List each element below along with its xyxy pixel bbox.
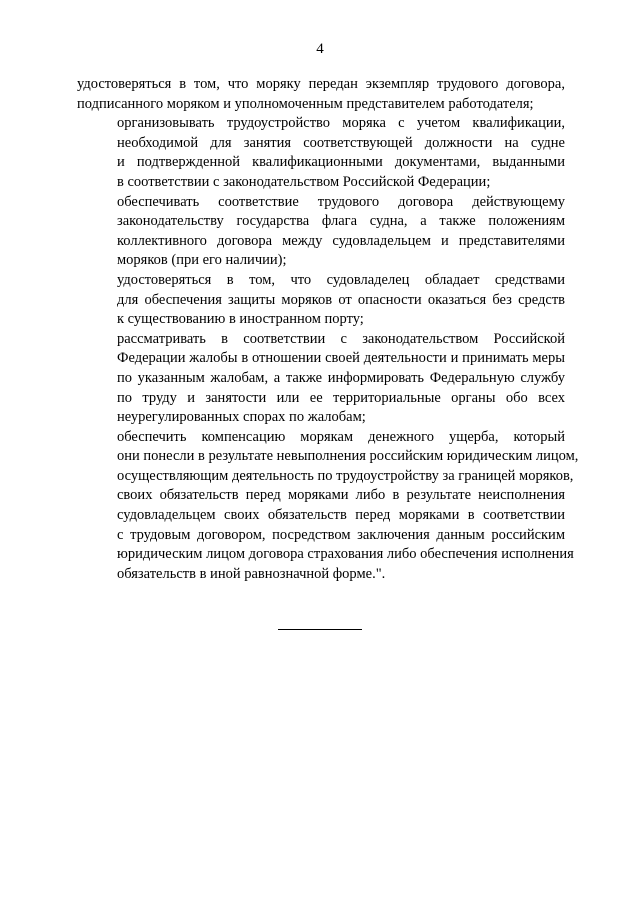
text-line: моряков (при его наличии); (117, 252, 287, 269)
text-line: судовладельцем своих обязательств перед моряками в соответствии (117, 507, 565, 524)
paragraph-shipowner-means (77, 271, 565, 330)
end-separator-line (278, 629, 362, 630)
text-line: для обеспечения защиты моряков от опасности оказаться без средств (117, 291, 565, 308)
text-line: необходимой для занятия соответствующей должности на судне (117, 134, 565, 151)
text-line: осуществляющим деятельность по трудоустройству за границей моряков, (117, 467, 574, 484)
text-line: коллективного договора между судовладельцем и представителями (117, 232, 565, 249)
page-number: 4 (316, 41, 324, 57)
text-line: своих обязательств перед моряками либо в результате неисполнения (117, 487, 565, 504)
paragraph-contract-compliance (77, 193, 565, 271)
text-line: юридическим лицом договора страхования либо обеспечения исполнения (117, 546, 574, 563)
text-line: к существованию в иностранном порту; (117, 311, 364, 328)
text-line: по труду и занятости или ее территориальные органы обо всех (117, 389, 565, 406)
text-line: удостоверяться в том, что моряку передан экземпляр трудового договора, (77, 76, 565, 92)
text-line: обязательств в иной равнозначной форме.". (117, 565, 386, 582)
paragraph-organize-employment (77, 114, 565, 192)
text-line: Федерации жалобы в отношении своей деятельности и принимать меры (117, 350, 565, 367)
text-line: обеспечивать соответствие трудового договора действующему (117, 193, 565, 210)
text-line: и подтвержденной квалификационными документами, выданными (117, 154, 565, 171)
document-body (77, 75, 579, 584)
paragraph-employment-contract-copy (77, 75, 565, 114)
text-line: в соответствии с законодательством Российской Федерации; (117, 173, 491, 190)
paragraph-complaints (77, 330, 565, 428)
paragraph-compensation (77, 428, 579, 585)
text-line: рассматривать в соответствии с законодательством Российской (117, 330, 565, 347)
text-line: неурегулированных спорах по жалобам; (117, 409, 366, 426)
text-line: удостоверяться в том, что судовладелец обладает средствами (117, 271, 565, 288)
text-line: они понесли в результате невыполнения российским юридическим лицом, (117, 448, 579, 465)
text-line: с трудовым договором, посредством заключения данным российским (117, 526, 565, 543)
text-line: законодательству государства флага судна, а также положениям (117, 213, 565, 230)
text-line: подписанного моряком и уполномоченным представителем работодателя; (77, 95, 534, 112)
text-line: по указанным жалобам, а также информировать Федеральную службу (117, 369, 565, 386)
text-line: организовывать трудоустройство моряка с учетом квалификации, (117, 115, 565, 132)
text-line: обеспечить компенсацию морякам денежного ущерба, который (117, 428, 565, 445)
